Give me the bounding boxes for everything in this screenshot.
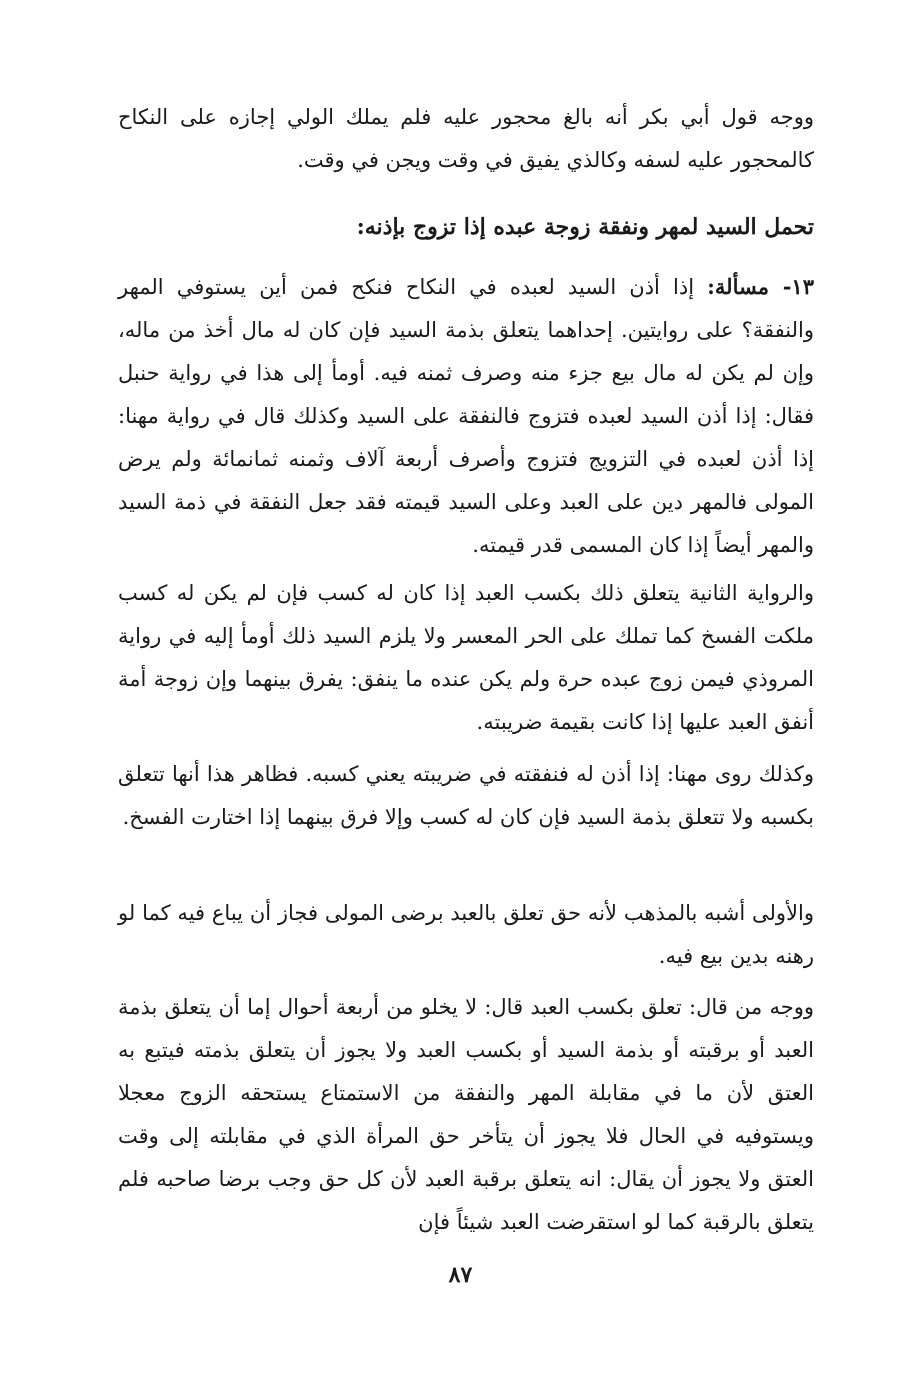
- paragraph-3-text: والرواية الثانية يتعلق ذلك بكسب العبد إذا كان له كسب فإن لم يكن له كسب ملكت الفسخ كما تملك على الحر المعسر ولا يلزم السيد ذلك أومأ إليه في رواية المروذي فيمن زوج عبده حرة ولم يكن عنده ما ينفق: يفرق بينهما وإن زوجة أمة أنفق العبد عليها إذا كانت بقيمة ضريبته.: [118, 581, 814, 734]
- paragraph-issue-13-text: إذا أذن السيد لعبده في النكاح فنكح فمن أين يستوفي المهر والنفقة؟ على روايتين. إحداهما يتعلق بذمة السيد فإن كان له مال أخذ من ماله، وإن لم يكن له مال بيع جزء منه وصرف ثمنه فيه. أومأ إلى هذا في رواية حنبل فقال: إذا أذن السيد لعبده فتزوج فالنفقة على السيد وكذلك قال في رواية مهنا: إذا أذن لعبده في التزويج فتزوج وأصرف أربعة آلاف وثمنه ثمانمائة ولم يرض المولى فالمهر دين على العبد وعلى السيد قيمته فقد جعل النفقة في ذمة السيد والمهر أيضاً إذا كان المسمى قدر قيمته.: [118, 275, 814, 557]
- paragraph-1: [118, 96, 814, 182]
- paragraph-issue-13: [118, 265, 814, 567]
- paragraph-6-text: ووجه من قال: تعلق بكسب العبد قال: لا يخلو من أربعة أحوال إما أن يتعلق بذمة العبد أو برقبته أو بذمة السيد أو بكسب العبد ولا يجوز أن يتعلق بذمته فيتبع به العتق لأن ما في مقابلة المهر والنفقة من الاستمتاع يستحقه الزوج معجلا ويستوفيه في الحال فلا يجوز أن يتأخر حق المرأة الذي في مقابلته إلى وقت العتق ولا يجوز أن يقال: انه يتعلق برقبة العبد لأن كل حق وجب برضا صاحبه فلم يتعلق بالرقبة كما لو استقرضت العبد شيئاً فإن: [118, 995, 814, 1234]
- paragraph-4: [118, 753, 814, 839]
- paragraph-5-text: والأولى أشبه بالمذهب لأنه حق تعلق بالعبد برضى المولى فجاز أن يباع فيه كما لو رهنه بدين بيع فيه.: [118, 901, 814, 968]
- paragraph-issue-13-body: [118, 265, 814, 567]
- paragraph-3: [118, 572, 814, 744]
- paragraph-4-text: وكذلك روى مهنا: إذا أذن له فنفقته في ضريبته يعني كسبه. فظاهر هذا أنها تتعلق بكسبه ولا تتعلق بذمة السيد فإن كان له كسب وإلا فرق بينهما إذا اختارت الفسخ.: [118, 762, 814, 829]
- page-number: ٨٧: [448, 1262, 473, 1288]
- paragraph-1-text: ووجه قول أبي بكر أنه بالغ محجور عليه فلم يملك الولي إجازه على النكاح كالمحجور عليه لسفه وكالذي يفيق في وقت ويجن في وقت.: [118, 105, 814, 172]
- section-heading: تحمل السيد لمهر ونفقة زوجة عبده إذا تزوج بإذنه:: [356, 214, 814, 240]
- issue-number-label: ١٣- مسألة:: [707, 274, 814, 299]
- paragraph-5: [118, 892, 814, 978]
- paragraph-6: [118, 986, 814, 1244]
